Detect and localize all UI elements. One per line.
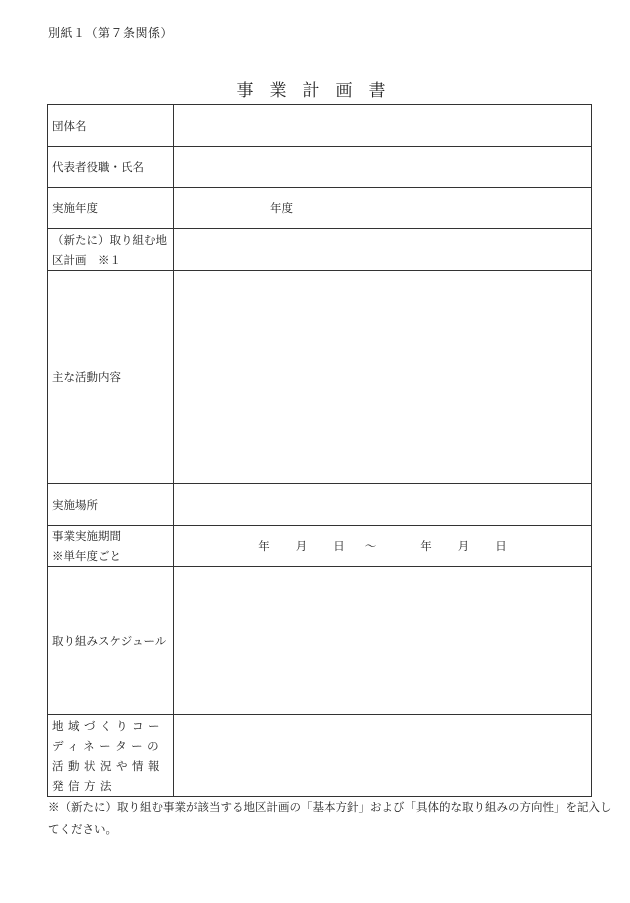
location-label: 実施場所 xyxy=(48,484,174,526)
coordinator-label: 地域づくりコーディネーターの活動状況や情報発信方法 xyxy=(48,715,174,797)
period-start-year: 年 xyxy=(258,539,270,553)
group-name-label: 団体名 xyxy=(48,105,174,147)
period-tilde: ～ xyxy=(364,539,377,553)
main-activities-label: 主な活動内容 xyxy=(48,271,174,484)
period-start-day: 日 xyxy=(333,539,345,553)
fiscal-year-field[interactable] xyxy=(174,188,592,229)
form-row-period xyxy=(48,526,592,567)
form-row-coordinator xyxy=(48,715,592,797)
district-plan-label: （新たに）取り組む地区計画 ※１ xyxy=(48,229,174,271)
representative-field[interactable] xyxy=(174,147,592,188)
group-name-field[interactable] xyxy=(174,105,592,147)
form-row-group-name xyxy=(48,105,592,147)
period-end-year: 年 xyxy=(420,539,432,553)
footnote: ※（新たに）取り組む事業が該当する地区計画の「基本方針」および「具体的な取り組みの方向性」を記入してください。 xyxy=(48,800,612,836)
form-row-main-activities xyxy=(48,271,592,484)
business-plan-form xyxy=(47,104,592,797)
schedule-label: 取り組みスケジュール xyxy=(48,567,174,715)
form-row-location xyxy=(48,484,592,526)
form-row-fiscal-year xyxy=(48,188,592,229)
period-label xyxy=(48,526,174,567)
fiscal-year-unit: 年度 xyxy=(270,201,293,215)
period-end-month: 月 xyxy=(457,539,470,553)
annex-label: 別紙１（第７条関係） xyxy=(48,26,174,40)
form-row-district-plan xyxy=(48,229,592,271)
main-activities-field[interactable] xyxy=(174,271,592,484)
form-row-representative xyxy=(48,147,592,188)
period-end-day: 日 xyxy=(495,539,507,553)
schedule-field[interactable] xyxy=(174,567,592,715)
district-plan-field[interactable] xyxy=(174,229,592,271)
coordinator-field[interactable] xyxy=(174,715,592,797)
period-date-range xyxy=(178,536,587,556)
location-field[interactable] xyxy=(174,484,592,526)
period-label-line2: ※単年度ごと xyxy=(52,549,121,563)
period-field[interactable] xyxy=(174,526,592,567)
document-title: 事業計画書 xyxy=(236,81,402,101)
period-label-line1: 事業実施期間 xyxy=(52,529,121,543)
form-row-schedule xyxy=(48,567,592,715)
fiscal-year-label: 実施年度 xyxy=(48,188,174,229)
representative-label: 代表者役職・氏名 xyxy=(48,147,174,188)
period-start-month: 月 xyxy=(295,539,308,553)
